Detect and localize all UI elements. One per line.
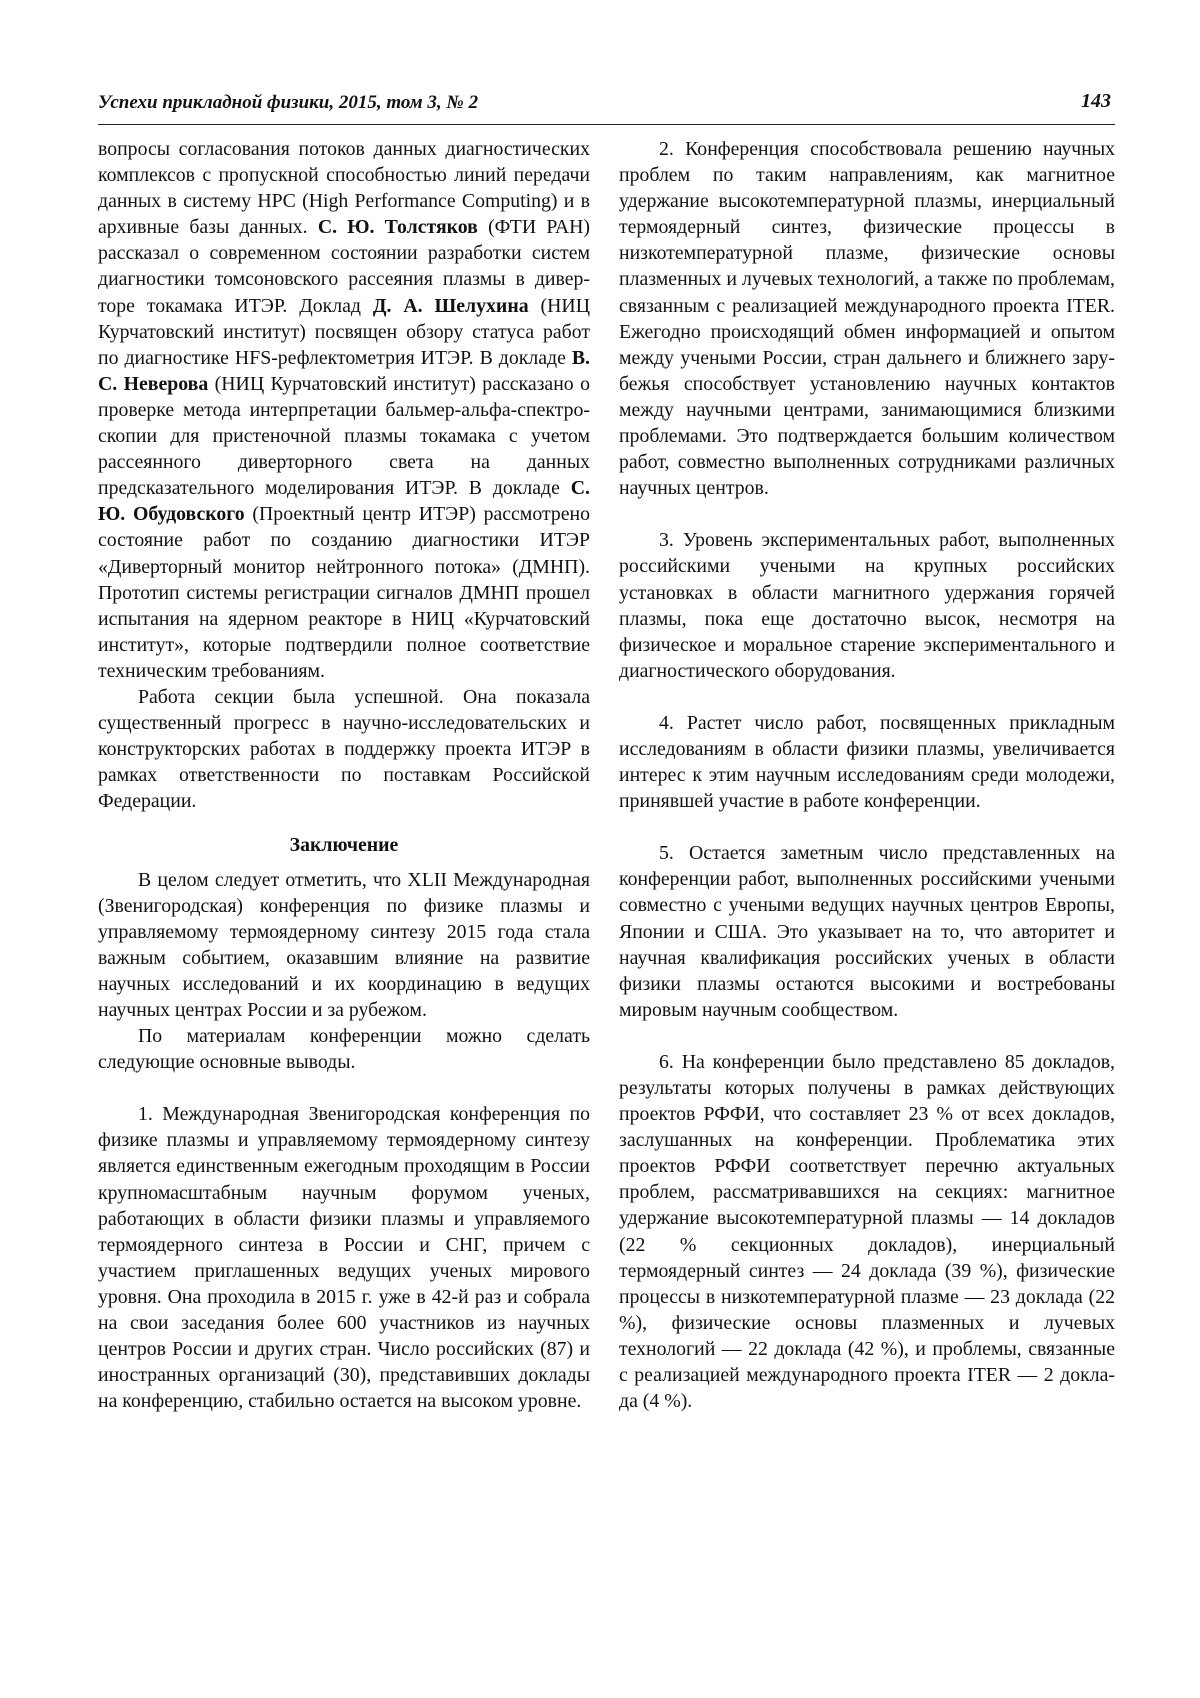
- page-number: 143: [1081, 90, 1111, 112]
- text-run: вопросы согласования потоков данных диагностических комплексов с пропускной способностью линий передачи данных в систему HPC (High Performance Computing) и в архивные базы данных.: [98, 138, 590, 239]
- paragraph-conclusion-intro: В целом следует отметить, что XLII Международная (Звенигородская) конференция по физике плазмы и управляемому термоядерному синтезу 2015 года стала важным событием, оказавшим влияние на развитие научных исследований и их координацию в ведущих научных центрах России и за рубежом.: [98, 868, 590, 1021]
- right-column: [619, 136, 1115, 1414]
- section-heading-conclusion: Заключение: [289, 834, 399, 857]
- conclusion-item-4: 4. Растет число работ, посвященных прикладным исследованиям в области физики плазмы, увеличивается интерес к этим научным исследованиям среди молодежи, принявшей участие в работе конференции.: [619, 711, 1115, 813]
- conclusion-item-5: 5. Остается заметным число представленных на конференции работ, выполненных российскими учеными совместно с учеными ведущих научных центров Европы, Японии и США. Это указывает на то, что авторитет и научная квалификация российских ученых в области физики плазмы остаются высокими и востребованы мировым научным сообществом.: [619, 842, 1115, 1021]
- author-name: С. Ю. Обудовского: [98, 477, 590, 526]
- text-run: (Проектный центр ИТЭР) рассмотрено состояние работ по созданию диагностики ИТЭР «Диверторный монитор нейтронного потока» (ДМНП). Прототип системы регистрации сигналов ДМНП прошел испытания на ядерном реакторе в НИЦ «Курчатовский институт», которые подтвердили полное соответствие техническим требованиям.: [98, 503, 590, 682]
- conclusion-item-3: 3. Уровень экспериментальных работ, выполненных российскими учеными на крупных российских установках в области магнитного удержания горячей плазмы, пока еще достаточно высок, несмотря на физическое и моральное старение экспериментального и диагностического оборудования.: [619, 529, 1115, 682]
- author-name: Д. А. Шелухина: [372, 294, 529, 317]
- author-name: В. С. Неверова: [98, 346, 590, 395]
- conclusion-item-6: 6. На конференции было представлено 85 докладов, результаты которых получены в рамках действующих проектов РФФИ, что составляет 23 % от всех докладов, заслушанных на конференции. Проблематика этих проектов РФФИ соответствует перечню актуальных проблем, рассматривавшихся на секциях: магнитное удержание высокотемпературной плазмы — 14 докладов (22 % секционных докладов), инерциальный термоядерный синтез — 24 доклада (39 %), физические процессы в низкотемпературной плазме — 23 доклада (22 %), физические основы плазменных и лучевых технологий — 22 доклада (42 %), и проблемы, связанные с реализацией международного проекта ITER — 2 доклада (4 %).: [619, 1050, 1115, 1413]
- author-name: С. Ю. Толстяков: [317, 216, 478, 239]
- text-run: (ФТИ РАН) рассказал о современном состоянии разработки систем диагностики томсоновского рассеяния плазмы в диверторе токамака ИТЭР. Доклад: [98, 216, 590, 317]
- conclusion-item-2: 2. Конференция способствовала решению научных проблем по таким направлениям, как магнитное удержание высокотемпературной плазмы, инерциальный термоядерный синтез, физические процессы в низкотемпературной плазме, физические основы плазменных и лучевых технологий, а также по проблемам, связанным с реализацией международного проекта ITER. Ежегодно происходящий обмен информацией и опытом между учеными России, стран дальнего и ближнего зарубежья способствует установлению научных контактов между научными центрами, занимающимися близкими проблемами. Это подтверждается большим количеством работ, совместно выполненных сотрудниками различных научных центров.: [619, 138, 1115, 500]
- paragraph-section-summary: Работа секции была успешной. Она показала существенный прогресс в научно-исследовательских и конструкторских работах в поддержку проекта ИТЭР в рамках ответственности по поставкам Российской Федерации.: [98, 685, 590, 813]
- conclusion-item-1: 1. Международная Звенигородская конференция по физике плазмы и управляемому термоядерному синтезу является единственным ежегодным проходящим в России крупномасштабным научным форумом ученых, работающих в области физики плазмы и управляемого термоядерного синтеза в России и СНГ, причем с участием приглашенных ведущих ученых мирового уровня. Она проходила в 2015 г. уже в 42-й раз и собрала на свои заседания более 600 участников из научных центров России и других стран. Число российских (87) и иностранных организаций (30), представивших доклады на конференцию, стабильно остается на высоком уровне.: [98, 1103, 590, 1413]
- text-run: (НИЦ Курчатовский институт) посвящен обзору статуса работ по диагностике HFS-рефлектометрия ИТЭР. В докладе: [98, 294, 590, 369]
- paragraph-conclusion-lead: По материалам конференции можно сделать следующие основные выводы.: [98, 1025, 590, 1074]
- paragraph-section-report: [98, 136, 590, 684]
- left-column: [98, 136, 590, 1414]
- page-header: [98, 90, 1115, 125]
- journal-citation: Успехи прикладной физики, 2015, том 3, № 2: [98, 92, 479, 113]
- text-run: (НИЦ Курчатовский институт) рассказано о проверке метода интерпретации бальмер-альфа-спектроскопии для пристеночной плазмы токамака с учетом рассеянного диверторного света на данных предсказательного моделирования ИТЭР. В докладе: [98, 372, 590, 500]
